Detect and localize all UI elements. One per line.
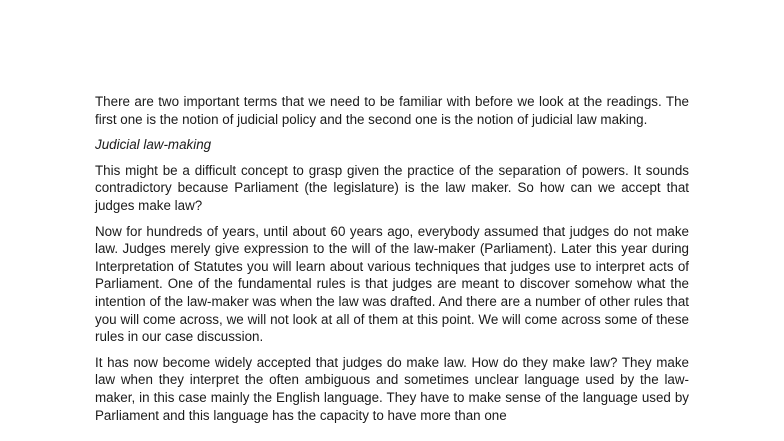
separation-of-powers-paragraph: This might be a difficult concept to grasp given the practice of the separation of powers. It sounds contradictory because Parliament (the legislature) is the law maker. So how can we accept that judges make law?: [95, 162, 689, 213]
intro-paragraph: There are two important terms that we need to be familiar with before we look at the readings. The first one is the notion of judicial policy and the second one is the notion of judicial law making.: [95, 94, 689, 127]
section-heading-judicial-law-making: Judicial law-making: [95, 137, 212, 153]
document-page: [95, 93, 689, 432]
history-paragraph: Now for hundreds of years, until about 60 years ago, everybody assumed that judges do not make law. Judges merely give expression to the will of the law-maker (Parliament). Later this year during Interpretation of Statutes you will learn about various techniques that judges use to interpret acts of Parliament. One of the fundamental rules is that judges are meant to discover somehow what the intention of the law-maker was when the law was drafted. And there are a number of other rules that you will come across, we will not look at all of them at this point. We will come across some of these rules in our case discussion.: [95, 223, 689, 345]
judges-make-law-paragraph: It has now become widely accepted that judges do make law. How do they make law? They make law when they interpret the often ambiguous and sometimes unclear language used by the law-maker, in this case mainly the English language. They have to make sense of the language used by Parliament and this language has the capacity to have more than one: [95, 354, 689, 423]
